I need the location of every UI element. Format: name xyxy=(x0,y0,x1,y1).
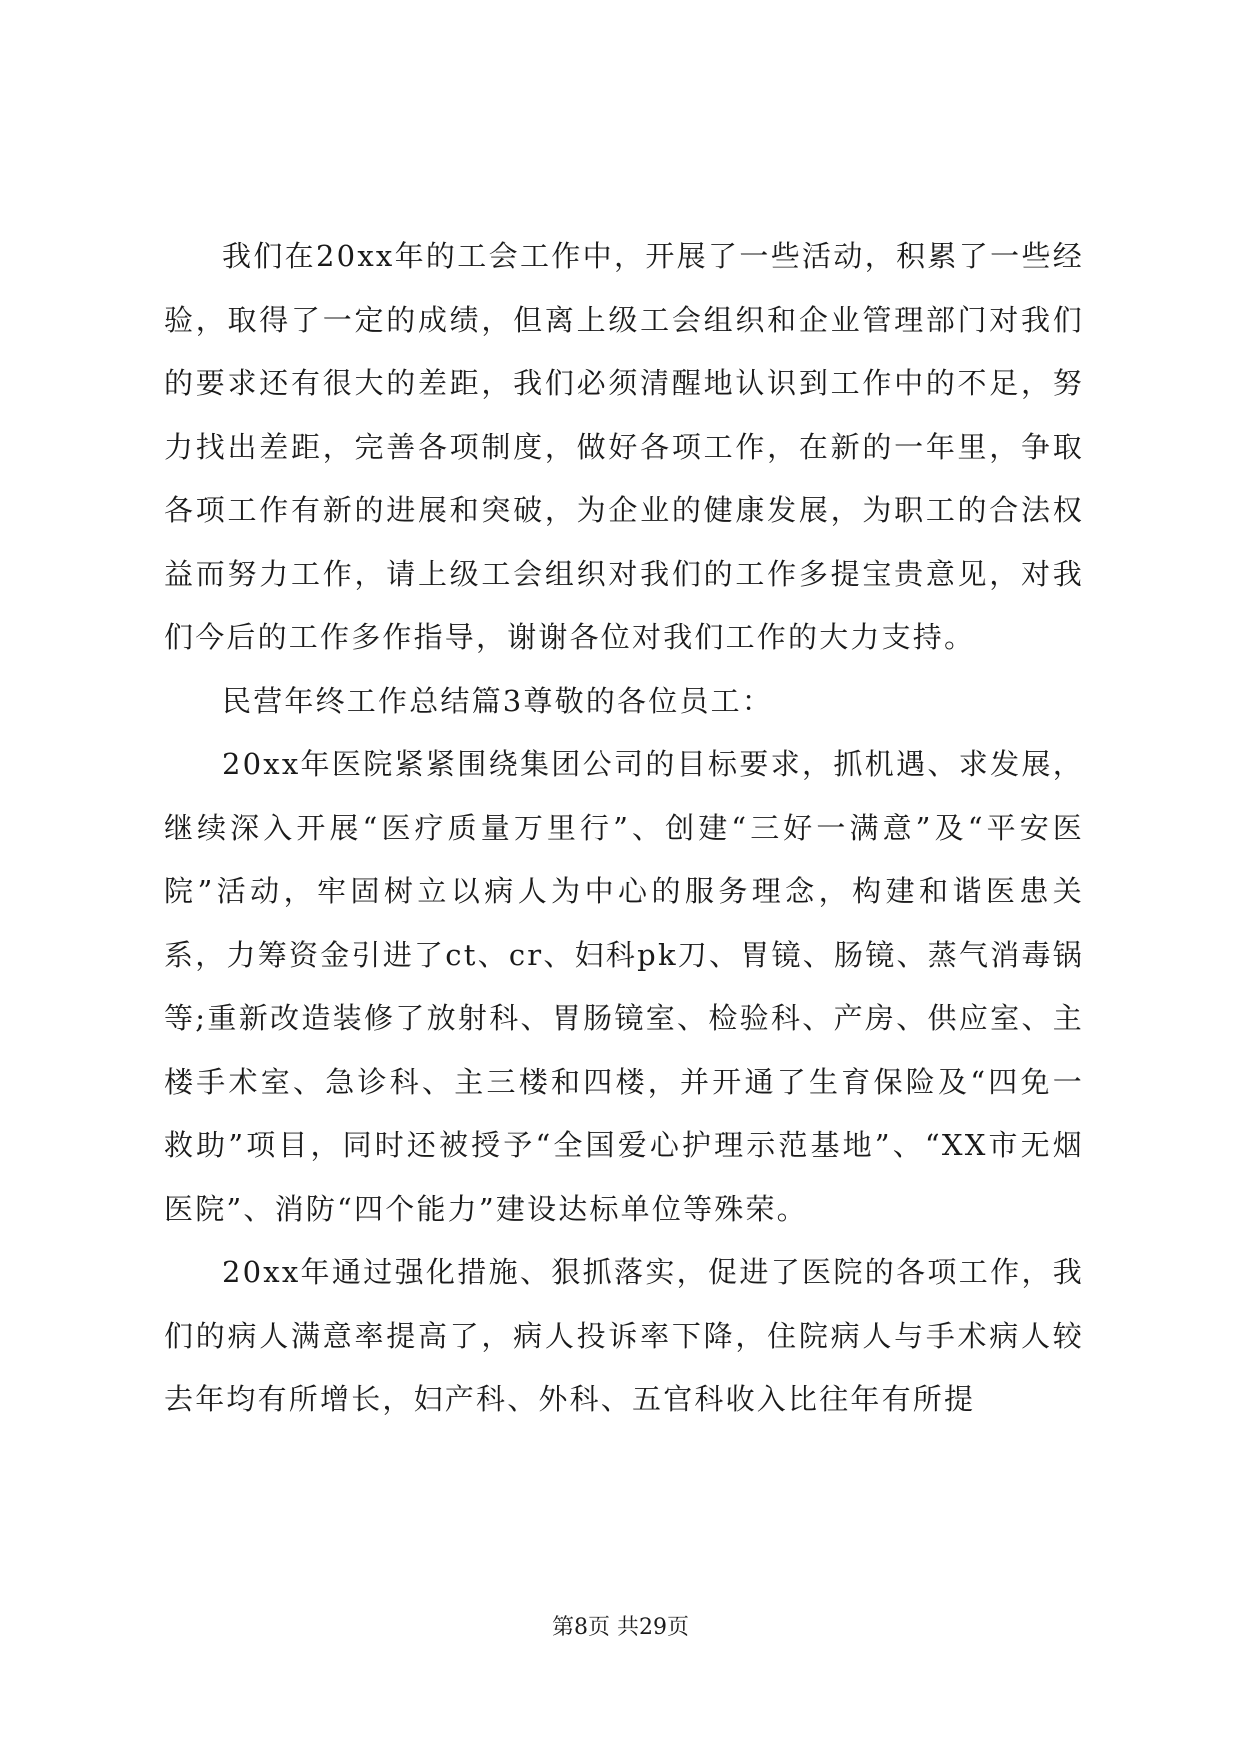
paragraph-hospital-improvements: 20xx年通过强化措施、狠抓落实，促进了医院的各项工作，我们的病人满意率提高了，病人投诉率下降，住院病人与手术病人较去年均有所增长，妇产科、外科、五官科收入比往年有所提 xyxy=(164,1255,1084,1416)
page-footer: 第8页 共29页 xyxy=(552,1615,689,1640)
document-body xyxy=(164,225,1084,1432)
paragraph-hospital-achievements: 20xx年医院紧紧围绕集团公司的目标要求，抓机遇、求发展，继续深入开展“医疗质量万里行”、创建“三好一满意”及“平安医院”活动，牢固树立以病人为中心的服务理念，构建和谐医患关系，力筹资金引进了ct、cr、妇科pk刀、胃镜、肠镜、蒸气消毒锅等;重新改造装修了放射科、胃肠镜室、检验科、产房、供应室、主楼手术室、急诊科、主三楼和四楼，并开通了生育保险及“四免一救助”项目，同时还被授予“全国爱心护理示范基地”、“XX市无烟医院”、消防“四个能力”建设达标单位等殊荣。 xyxy=(164,747,1084,1226)
paragraph-union-work-summary: 我们在20xx年的工会工作中，开展了一些活动，积累了一些经验，取得了一定的成绩，但离上级工会组织和企业管理部门对我们的要求还有很大的差距，我们必须清醒地认识到工作中的不足，努力找出差距，完善各项制度，做好各项工作，在新的一年里，争取各项工作有新的进展和突破，为企业的健康发展，为职工的合法权益而努力工作，请上级工会组织对我们的工作多提宝贵意见，对我们今后的工作多作指导，谢谢各位对我们工作的大力支持。 xyxy=(164,239,1084,654)
paragraph-section-heading: 民营年终工作总结篇3尊敬的各位员工： xyxy=(222,683,774,718)
